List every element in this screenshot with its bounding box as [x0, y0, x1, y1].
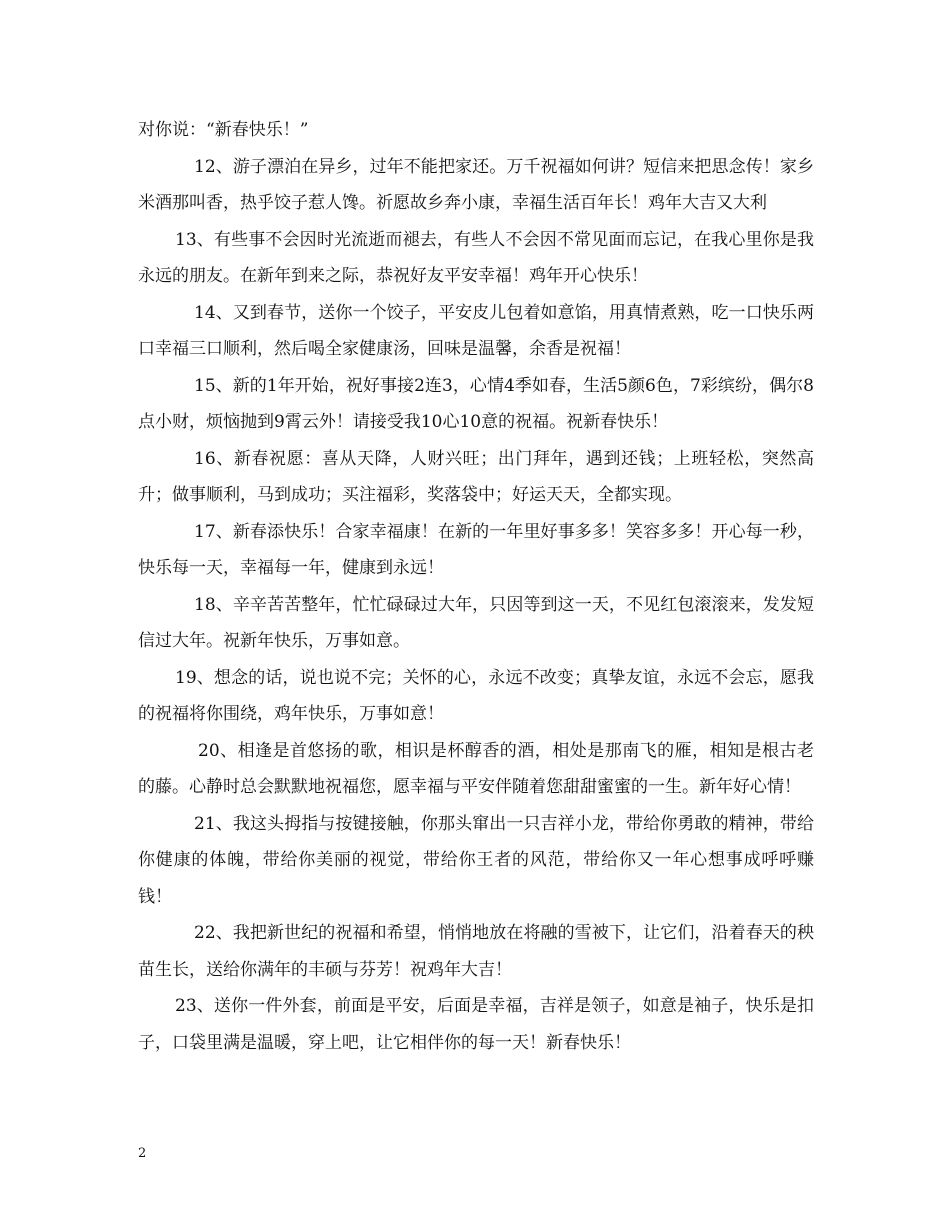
paragraph-21: 21、我这头拇指与按键接触，你那头窜出一只吉祥小龙，带给你勇敢的精神，带给你健康的体魄，带给你美丽的视觉，带给你王者的风范，带给你又一年心想事成呼呼赚钱！ — [138, 813, 814, 907]
paragraph-19: 19、想念的话，说也说不完；关怀的心，永远不改变；真挚友谊，永远不会忘，愿我的祝福将你围绕，鸡年快乐，万事如意！ — [138, 667, 814, 724]
paragraph-continuation: 对你说：“新春快乐！” — [138, 120, 309, 140]
paragraph-16: 16、新春祝愿：喜从天降，人财兴旺；出门拜年，遇到还钱；上班轻松，突然高升；做事顺利，马到成功；买注福彩，奖落袋中；好运天天，全都实现。 — [138, 448, 814, 505]
paragraph-17: 17、新春添快乐！合家幸福康！在新的一年里好事多多！笑容多多！开心每一秒，快乐每一天，幸福每一年，健康到永远！ — [138, 521, 814, 578]
document-body — [138, 112, 814, 1061]
page-number: 2 — [138, 1146, 147, 1161]
paragraph-13: 13、有些事不会因时光流逝而褪去，有些人不会因不常见面而忘记，在我心里你是我永远的朋友。在新年到来之际，恭祝好友平安幸福！鸡年开心快乐！ — [138, 229, 814, 286]
paragraph-22: 22、我把新世纪的祝福和希望，悄悄地放在将融的雪被下，让它们，沿着春天的秧苗生长，送给你满年的丰硕与芬芳！祝鸡年大吉！ — [138, 923, 814, 980]
paragraph-23: 23、送你一件外套，前面是平安，后面是幸福，吉祥是领子，如意是袖子，快乐是扣子，口袋里满是温暖，穿上吧，让它相伴你的每一天！新春快乐！ — [138, 996, 814, 1053]
paragraph-15: 15、新的1年开始，祝好事接2连3，心情4季如春，生活5颜6色，7彩缤纷，偶尔8点小财，烦恼抛到9霄云外！请接受我10心10意的祝福。祝新春快乐！ — [138, 375, 814, 432]
paragraph-14: 14、又到春节，送你一个饺子，平安皮儿包着如意馅，用真情煮熟，吃一口快乐两口幸福三口顺利，然后喝全家健康汤，回味是温馨，余香是祝福！ — [138, 302, 814, 359]
paragraph-12: 12、游子漂泊在异乡，过年不能把家还。万千祝福如何讲？短信来把思念传！家乡米酒那叫香，热乎饺子惹人馋。祈愿故乡奔小康，幸福生活百年长！鸡年大吉又大利 — [138, 156, 814, 213]
paragraph-20: 20、相逢是首悠扬的歌，相识是杯醇香的酒，相处是那南飞的雁，相知是根古老的藤。心静时总会默默地祝福您，愿幸福与平安伴随着您甜甜蜜蜜的一生。新年好心情！ — [138, 740, 814, 797]
paragraph-18: 18、辛辛苦苦整年，忙忙碌碌过大年，只因等到这一天，不见红包滚滚来，发发短信过大年。祝新年快乐，万事如意。 — [138, 594, 814, 651]
